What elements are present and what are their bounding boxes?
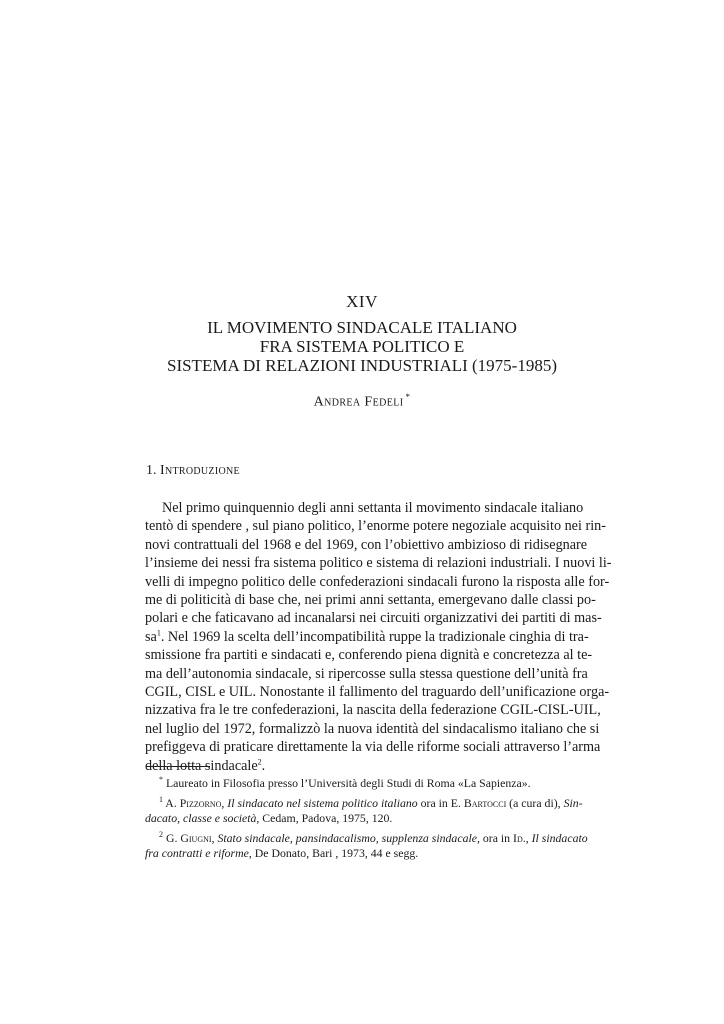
footnote-2-title2-b: fra contratti e riforme [145,846,249,861]
body-line-1: Nel primo quinquennio degli anni settanta il movimento sindacale italiano [162,500,584,516]
section-heading [146,463,240,479]
footnote-1-title2-b: dacato, classe e società [145,811,257,826]
footnote-1-mark: 1 [159,794,163,804]
chapter-number: XIV [346,292,378,311]
footnote-2-title2-a: Il sindacato [531,830,588,845]
footnote-2-text-b: , [211,830,218,845]
footnote-1-text-d: (a cura di), [506,795,564,810]
footnote-1-title: Il sindacato nel sistema politico italiano [227,795,418,810]
footnote-1-text-c: ora in E. [417,795,464,810]
footnote-1 [145,794,583,827]
footnote-2-text-a: G. [163,830,181,845]
footnote-ref-2[interactable]: 2 [257,756,262,766]
footnote-1-line-2 [145,811,577,827]
footnote-2-text-d: ., [522,830,532,845]
body-line-9: smissione fra partiti e sindacati e, conferendo piena dignità e concretezza al te- [145,647,593,664]
footnote-1-text-b: , [221,795,228,810]
author-name [0,392,724,411]
footnote-author-mark: * [159,775,163,785]
body-line-8-start: sa [145,628,157,645]
author-footnote-mark: * [405,392,411,402]
body-line-5: velli di impegno politico delle confederazioni sindacali furono la risposta alle for- [145,573,610,590]
footnote-1-line-1 [145,794,583,812]
footnote-1-editor: Bartocci [463,795,507,810]
footnote-2-mark: 2 [159,829,163,839]
chapter-title-line-3: SISTEMA DI RELAZIONI INDUSTRIALI (1975-1985) [166,356,557,375]
body-line-14: prefiggeva di praticare direttamente la via delle riforme sociali attraverso l’arma [145,739,601,756]
body-line-8-rest: . Nel 1969 la scelta dell’incompatibilità ruppe la tradizionale cinghia di tra- [160,628,589,645]
body-line-4: l’insieme dei nessi fra sistema politico e sistema di relazioni industriali. I nuovi li- [145,555,612,572]
chapter-title [0,318,724,375]
section-number: 1. [146,463,157,478]
author-name-text: Andrea Fedeli [313,394,404,410]
footnote-author-text: Laureato in Filosofia presso l’Università degli Studi di Roma «La Sapienza». [163,776,531,790]
footnote-author [145,776,577,792]
footnote-1-title2-a: Sin- [563,795,583,810]
footnotes [145,775,588,866]
body-line-13: nel luglio del 1972, formalizzò la nuova identità del sindacalismo italiano che si [145,720,600,737]
section-title: Introduzione [160,463,240,478]
body-line-7: polari e che faticavano ad incanalarsi nei circuiti organizzativi dei partiti di mas- [145,610,602,627]
footnote-1-text-a: A. [163,795,180,810]
footnote-2-line-2 [145,846,577,862]
footnote-author-line [145,776,577,792]
footnote-2-id: Id [513,830,523,845]
footnote-2-text-c: , ora in [476,830,514,845]
footnote-2-line-1 [145,829,588,847]
footnote-separator [146,766,210,767]
chapter-title-line-1: IL MOVIMENTO SINDACALE ITALIANO [207,318,517,337]
footnote-1-text-e: , Cedam, Padova, 1975, 120. [256,811,393,826]
footnote-2-text-e: , De Donato, Bari , 1973, 44 e segg. [248,846,419,861]
body-line-15-end: . [261,757,266,774]
body-line-3: novi contrattuali del 1968 e del 1969, con l’obiettivo ambizioso di ridisegnare [145,536,588,553]
body-line-10: ma dell’autonomia sindacale, si ripercosse sulla stessa questione dell’unità fra [145,665,588,682]
footnote-2-title: Stato sindacale, pansindacalismo, supplenza sindacale [217,830,477,845]
footnote-1-author: Pizzorno [179,795,222,810]
body-line-6: me di politicità di base che, nei primi anni settanta, emergevano dalle classi po- [145,592,596,609]
body-line-8 [145,628,589,646]
body-line-11: CGIL, CISL e UIL. Nonostante il fallimento del traguardo dell’unificazione orga- [145,684,610,701]
footnote-2 [145,829,588,862]
footnote-2-author: Giugni [180,830,212,845]
body-line-2: tentò di spendere , sul piano politico, l’enorme potere negoziale acquisito nei rin- [145,518,606,535]
chapter-title-line-2: FRA SISTEMA POLITICO E [259,337,465,356]
body-paragraph [145,499,612,775]
body-line-15-start: della lotta sindacale [145,757,258,774]
body-line-12: nizzativa fra le tre confederazioni, la nascita della federazione CGIL-CISL-UIL, [145,702,601,719]
footnote-ref-1[interactable]: 1 [156,628,161,638]
